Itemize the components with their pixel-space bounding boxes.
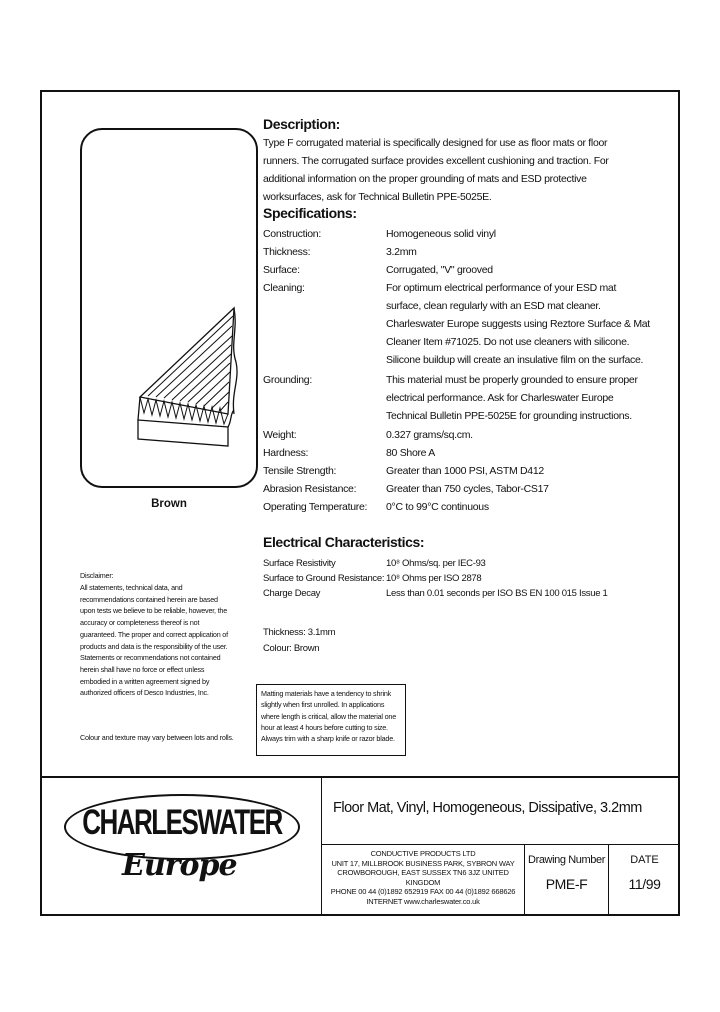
spec-label: Abrasion Resistance: <box>263 483 357 495</box>
thickness-note: Thickness: 3.1mm <box>263 627 336 638</box>
date-label: DATE <box>630 854 659 866</box>
colour-note: Colour: Brown <box>263 643 320 654</box>
electrical-value: 10⁸ Ohms per ISO 2878 <box>386 573 482 584</box>
company-address <box>324 849 522 906</box>
spec-value: 0°C to 99°C continuous <box>386 501 489 513</box>
electrical-label: Charge Decay <box>263 588 321 599</box>
drawing-number: PME-F <box>545 876 588 892</box>
drawing-number-label: Drawing Number <box>528 854 605 866</box>
date-value: 11/99 <box>628 876 661 892</box>
product-image-box <box>80 128 258 488</box>
spec-label: Surface: <box>263 264 300 276</box>
address-line: CROWBOROUGH, EAST SUSSEX TN6 3JZ UNITED KINGDOM <box>337 868 509 887</box>
electrical-title: Electrical Characteristics: <box>263 534 425 550</box>
spec-value: For optimum electrical performance of your ESD mat surface, clean regularly with an ESD mat cleaner. Charleswater Europe suggests using Reztore Surface & Mat Cleaner Item #71025. Do not use cleaners with silicone. Silicone buildup will create an insulative film on the surface. <box>386 282 650 366</box>
spec-value: 80 Shore A <box>386 447 435 459</box>
spec-value: Greater than 1000 PSI, ASTM D412 <box>386 465 544 477</box>
company-logo <box>64 794 304 894</box>
spec-value: Homogeneous solid vinyl <box>386 228 496 240</box>
spec-value: 3.2mm <box>386 246 417 258</box>
spec-label: Tensile Strength: <box>263 465 337 477</box>
description-text: Type F corrugated material is specifically designed for use as floor mats or floor runners. The corrugated surface provides excellent cushioning and traction. For additional information on the proper grounding of mats and ESD protective worksurfaces, ask for Technical Bulletin PPE-5025E. <box>263 137 609 203</box>
spec-label: Thickness: <box>263 246 311 258</box>
spec-label: Hardness: <box>263 447 309 459</box>
electrical-label: Surface Resistivity <box>263 558 336 569</box>
product-title: Floor Mat, Vinyl, Homogeneous, Dissipative, 3.2mm <box>333 800 642 816</box>
specifications-title: Specifications: <box>263 205 357 221</box>
spec-label: Operating Temperature: <box>263 501 368 513</box>
shrinkage-notice-box <box>256 684 406 756</box>
address-line: INTERNET www.charleswater.co.uk <box>366 896 480 906</box>
spec-value: Greater than 750 cycles, Tabor-CS17 <box>386 483 549 495</box>
corrugated-mat-illustration <box>82 130 256 486</box>
document-frame <box>40 90 680 916</box>
address-line: PHONE 00 44 (0)1892 652919 FAX 00 44 (0)1892 668626 <box>330 887 516 896</box>
logo-subtitle: Europe <box>122 848 237 883</box>
address-line: CONDUCTIVE PRODUCTS LTD <box>370 849 476 858</box>
spec-label: Construction: <box>263 228 321 240</box>
disclaimer-title: Disclaimer: <box>80 571 114 580</box>
logo-wordmark: CHARLESWATER <box>82 801 282 843</box>
spec-label: Weight: <box>263 429 297 441</box>
spec-label: Cleaning: <box>263 282 305 294</box>
electrical-value: 10⁸ Ohms/sq. per IEC-93 <box>386 558 486 569</box>
spec-value: This material must be properly grounded to ensure proper electrical performance. Ask for Charleswater Europe Technical Bulletin PPE-5025E for grounding instructions. <box>386 374 638 422</box>
electrical-label: Surface to Ground Resistance: <box>263 573 385 584</box>
shrinkage-notice-text: Matting materials have a tendency to shrink slightly when first unrolled. In applications where length is critical, allow the material one hour at least 4 hours before cutting to size. Always trim with a sharp knife or razor blade. <box>261 689 397 744</box>
disclaimer-note: Colour and texture may vary between lots and rolls. <box>80 733 234 742</box>
spec-value: 0.327 grams/sq.cm. <box>386 429 473 441</box>
spec-value: Corrugated, "V" grooved <box>386 264 493 276</box>
description-title: Description: <box>263 116 340 132</box>
logo-divider <box>321 778 322 914</box>
title-row-divider <box>322 844 678 845</box>
spec-label: Grounding: <box>263 374 312 386</box>
electrical-value: Less than 0.01 seconds per ISO BS EN 100 015 Issue 1 <box>386 588 608 599</box>
disclaimer-text: All statements, technical data, and recommendations contained herein are based upon tests we believe to be reliable, however, the accuracy or completeness thereof is not guaranteed. The proper and correct application of products and data is the responsibility of the user. Statements or recommendations not contained herein shall have no force or effect unless embodied in a written agreement signed by authorized officers of Desco Industries, Inc. <box>80 583 228 698</box>
product-colour-label: Brown <box>151 498 187 510</box>
title-block-divider <box>42 776 678 778</box>
address-line: UNIT 17, MILLBROOK BUSINESS PARK, SYBRON WAY <box>331 858 515 868</box>
